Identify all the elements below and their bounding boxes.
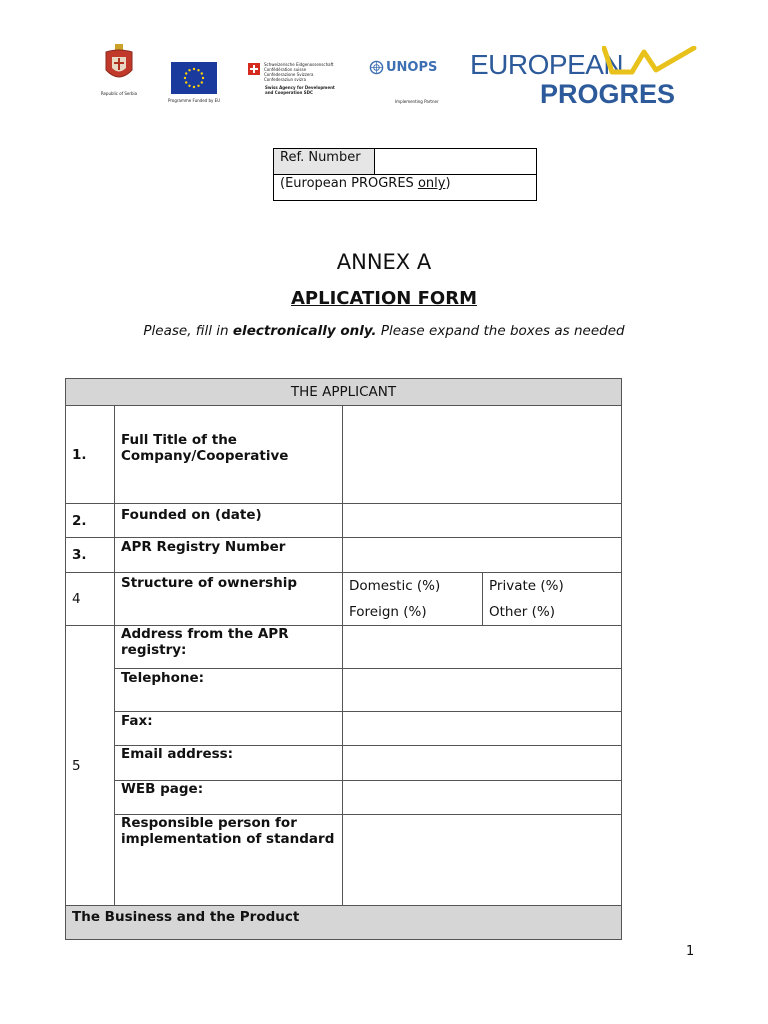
eu-logo	[168, 62, 220, 103]
row-number: 3.	[66, 538, 115, 573]
eu-star-icon	[185, 72, 187, 74]
applicant-table	[65, 378, 621, 940]
ref-number-note	[274, 175, 537, 201]
web-page-label: WEB page:	[115, 781, 343, 815]
eu-caption: Programme Funded by EU	[168, 98, 221, 103]
email-label: Email address:	[115, 746, 343, 781]
un-emblem-icon	[369, 60, 384, 75]
apr-registry-label: APR Registry Number	[115, 538, 343, 573]
eu-star-icon	[197, 69, 199, 71]
eu-flag-icon	[171, 62, 217, 94]
email-field[interactable]	[343, 746, 622, 781]
eu-star-icon	[197, 85, 199, 87]
row-number: 4	[66, 573, 115, 626]
sdc-line-2: and Cooperation SDC	[265, 90, 313, 95]
unops-caption: Implementing Partner	[395, 99, 439, 104]
row-number: 1.	[66, 406, 115, 504]
european-progres-line1: EUROPEAN	[470, 49, 624, 80]
serbia-caption: Republic of Serbia	[100, 91, 138, 96]
eu-star-icon	[201, 81, 203, 83]
company-title-field[interactable]	[343, 406, 622, 504]
ref-number-box	[273, 148, 537, 201]
swiss-logo	[248, 62, 335, 95]
ref-note-suffix: )	[445, 176, 451, 191]
swiss-name-line: Confédération suisse	[264, 67, 307, 72]
business-product-header: The Business and the Product	[66, 906, 622, 940]
eu-star-icon	[193, 68, 195, 70]
eu-star-icon	[188, 85, 190, 87]
eu-star-icon	[193, 86, 195, 88]
address-label: Address from the APR registry:	[115, 626, 343, 669]
fax-field[interactable]	[343, 712, 622, 746]
swiss-name-line: Confederaziun svizra	[264, 77, 307, 82]
company-title-label: Full Title of the Company/Cooperative	[115, 406, 343, 504]
ref-note-underlined: only	[417, 176, 446, 191]
address-field[interactable]	[343, 626, 622, 669]
annex-heading: ANNEX A	[336, 250, 432, 274]
instructions-prefix: Please, fill in	[143, 323, 233, 339]
swiss-name-line: Confederazione Svizzera	[264, 72, 314, 77]
eu-star-icon	[188, 69, 190, 71]
ref-number-label: Ref. Number	[274, 149, 375, 175]
telephone-field[interactable]	[343, 669, 622, 712]
responsible-person-label: Responsible person for implementation of standard	[115, 815, 343, 906]
eu-star-icon	[202, 77, 204, 79]
swiss-cross-icon	[248, 63, 260, 75]
ref-number-field[interactable]	[375, 149, 537, 175]
founded-on-field[interactable]	[343, 504, 622, 538]
foreign-percent-field[interactable]: Foreign (%)	[343, 599, 483, 625]
eu-star-icon	[185, 81, 187, 83]
applicant-header: THE APPLICANT	[66, 379, 622, 406]
form-title: APLICATION FORM	[290, 288, 477, 309]
instructions-bold: electronically only.	[232, 323, 377, 339]
unops-name: UNOPS	[386, 60, 438, 75]
responsible-person-field[interactable]	[343, 815, 622, 906]
ownership-fields	[343, 573, 622, 626]
row-number: 2.	[66, 504, 115, 538]
apr-registry-field[interactable]	[343, 538, 622, 573]
european-progres-logo	[470, 46, 700, 110]
ref-note-prefix: (European PROGRES	[280, 176, 418, 191]
private-percent-field[interactable]: Private (%)	[489, 578, 564, 594]
founded-on-label: Founded on (date)	[115, 504, 343, 538]
fax-label: Fax:	[115, 712, 343, 746]
sdc-line-1: Swiss Agency for Development	[265, 85, 335, 90]
instructions	[0, 323, 768, 339]
progres-swoosh-icon	[602, 46, 700, 80]
row-number: 5	[66, 626, 115, 906]
eu-star-icon	[201, 72, 203, 74]
telephone-label: Telephone:	[115, 669, 343, 712]
page-number: 1	[686, 944, 695, 959]
serbia-logo	[96, 44, 142, 96]
other-percent-field[interactable]: Other (%)	[489, 604, 555, 620]
european-progres-line2: PROGRES	[540, 79, 676, 109]
serbia-coat-of-arms-icon	[104, 44, 134, 84]
web-page-field[interactable]	[343, 781, 622, 815]
domestic-percent-field[interactable]: Domestic (%)	[343, 573, 483, 599]
unops-logo	[369, 60, 439, 104]
logo-banner	[0, 36, 768, 116]
instructions-suffix: Please expand the boxes as needed	[376, 323, 625, 339]
swiss-name-line: Schweizerische Eidgenossenschaft	[264, 62, 334, 67]
ownership-label: Structure of ownership	[115, 573, 343, 626]
eu-star-icon	[184, 77, 186, 79]
